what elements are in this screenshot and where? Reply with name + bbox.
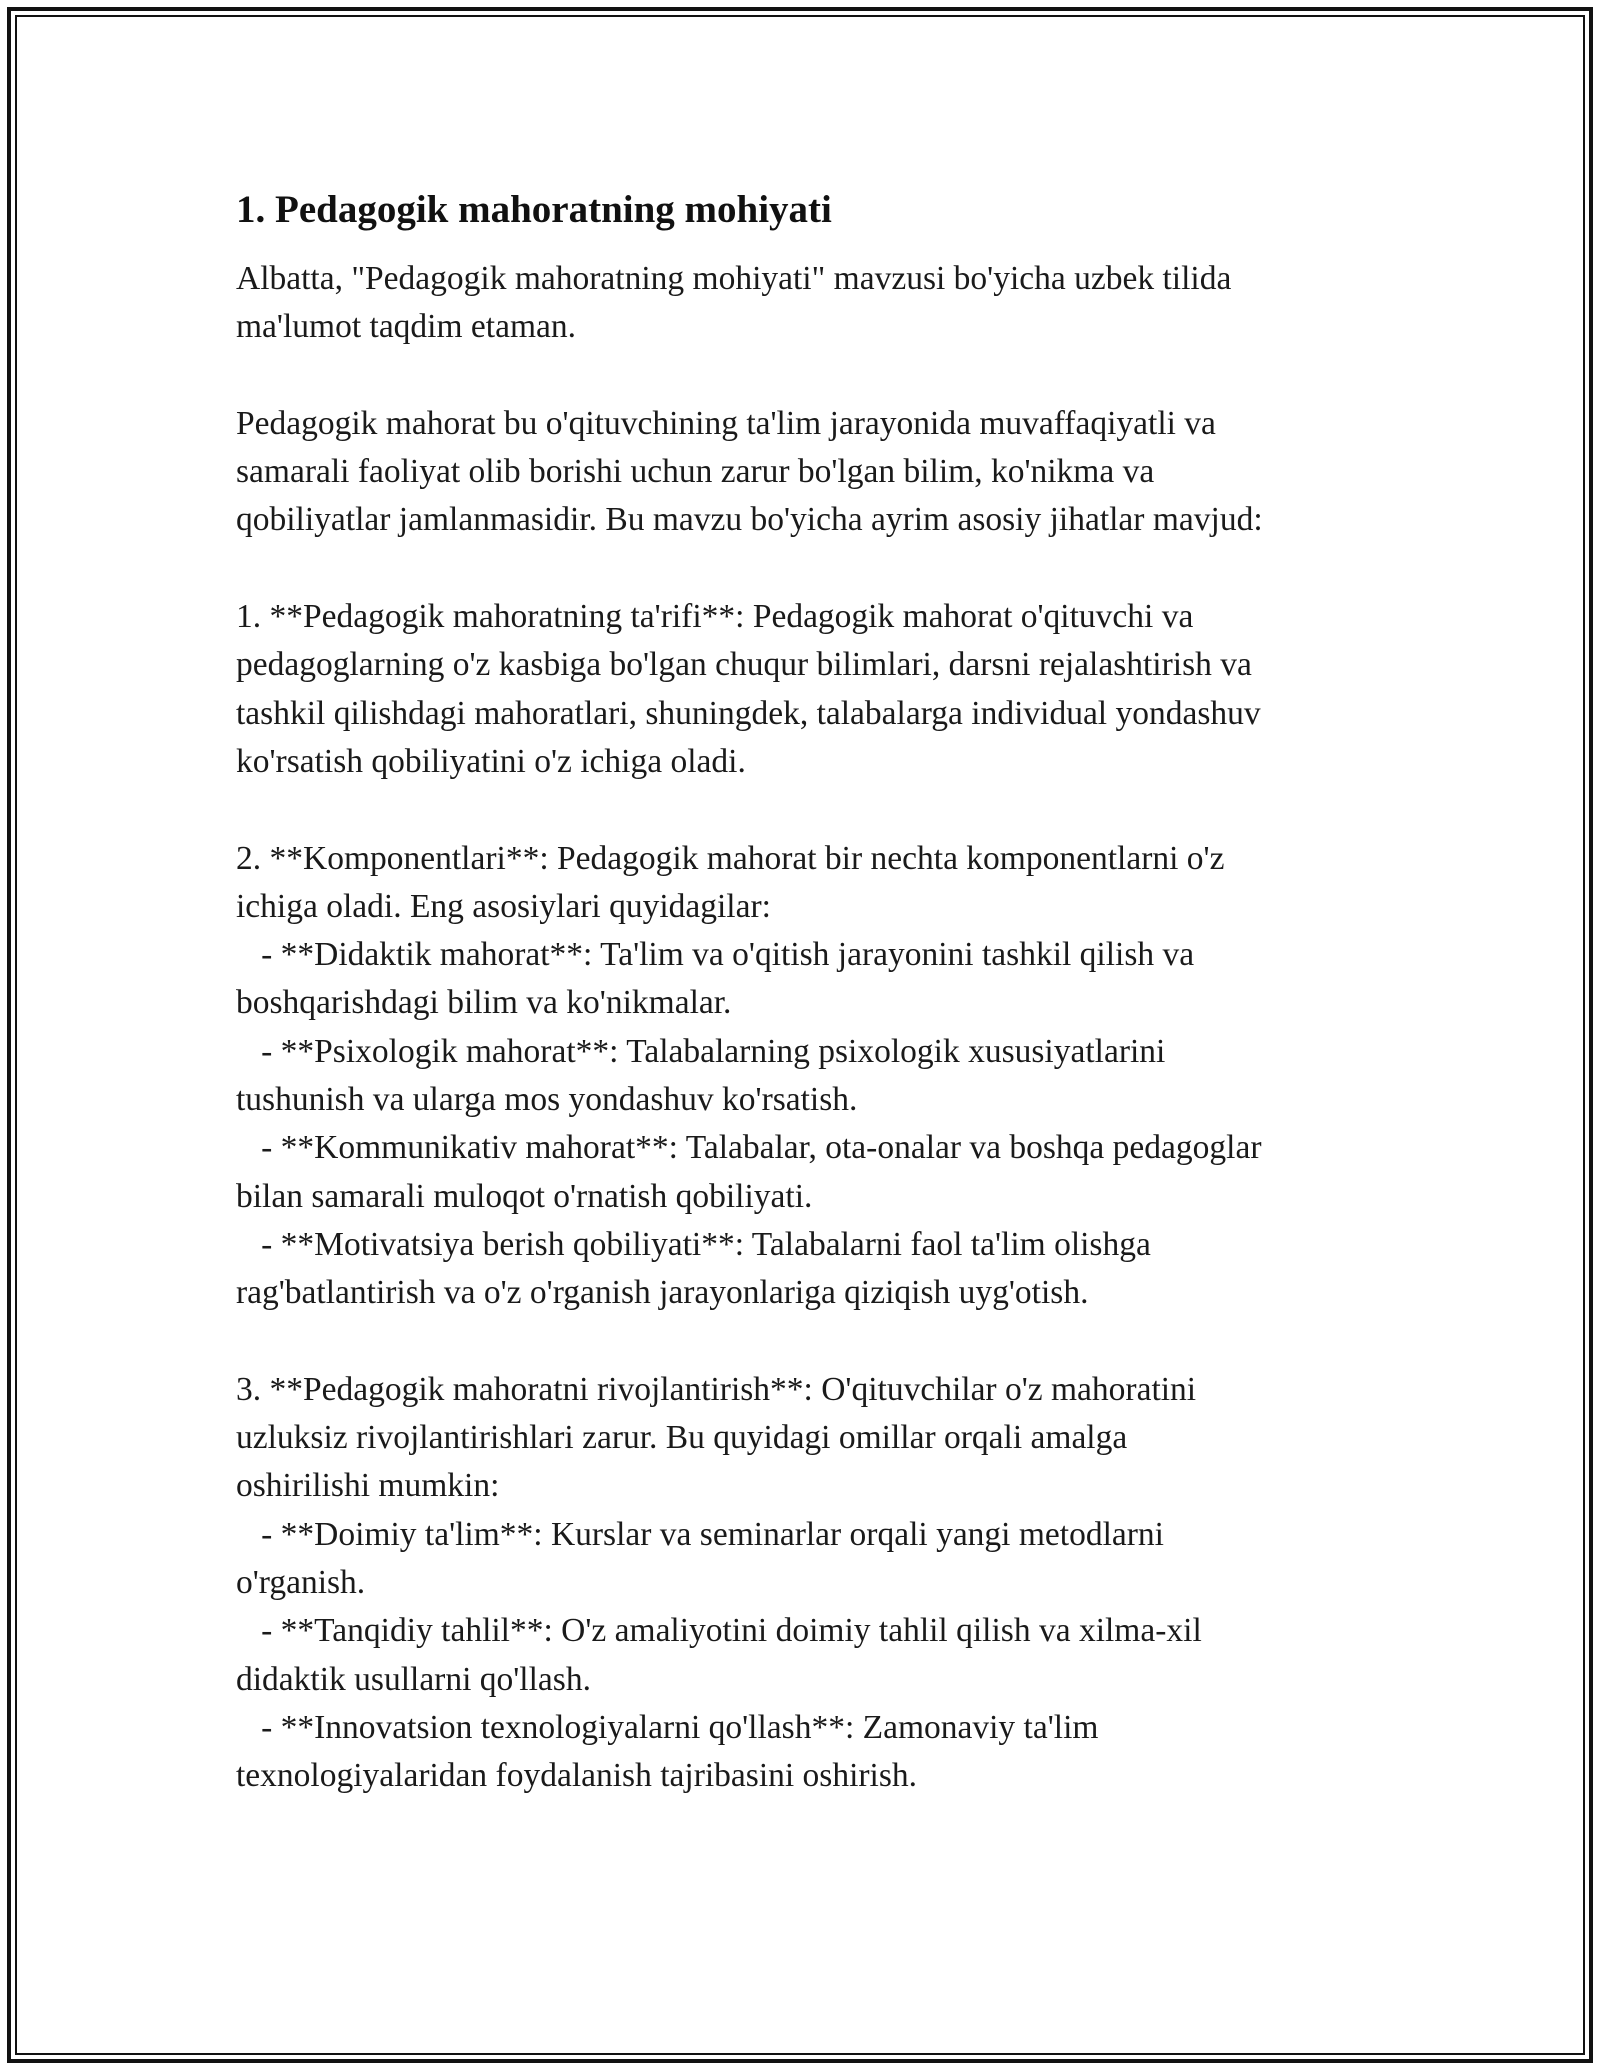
text-line: pedagoglarning o'z kasbiga bo'lgan chuqur bilimlari, darsni rejalashtirish va xyxy=(236,646,1252,684)
text-line: qobiliyatlar jamlanmasidir. Bu mavzu bo'yicha ayrim asosiy jihatlar mavjud: xyxy=(236,501,1263,539)
text-line: - **Kommunikativ mahorat**: Talabalar, ota-onalar va boshqa pedagoglar xyxy=(236,1129,1262,1167)
text-line: - **Innovatsion texnologiyalarni qo'llash**: Zamonaviy ta'lim xyxy=(236,1708,1099,1746)
text-line: - **Tanqidiy tahlil**: O'z amaliyotini doimiy tahlil qilish va xilma-xil xyxy=(236,1612,1202,1650)
paragraph xyxy=(236,835,1376,1318)
text-line: - **Psixologik mahorat**: Talabalarning psixologik xususiyatlarini xyxy=(236,1032,1166,1070)
text-line: uzluksiz rivojlantirishlari zarur. Bu quyidagi omillar orqali amalga xyxy=(236,1419,1128,1457)
paragraph xyxy=(236,400,1376,545)
document-title: 1. Pedagogik mahoratning mohiyati xyxy=(236,188,832,231)
text-line: samarali faoliyat olib borishi uchun zarur bo'lgan bilim, ko'nikma va xyxy=(236,453,1155,491)
text-line: bilan samarali muloqot o'rnatish qobiliyati. xyxy=(236,1177,813,1215)
paragraph-list xyxy=(236,255,1376,1801)
text-line: tushunish va ularga mos yondashuv ko'rsatish. xyxy=(236,1081,858,1119)
text-line: rag'batlantirish va o'z o'rganish jarayonlariga qiziqish uyg'otish. xyxy=(236,1274,1089,1312)
text-line: - **Motivatsiya berish qobiliyati**: Talabalarni faol ta'lim olishga xyxy=(236,1225,1151,1263)
text-line: ichiga oladi. Eng asosiylari quyidagilar: xyxy=(236,887,771,925)
paragraph xyxy=(236,1366,1376,1801)
paragraph xyxy=(236,255,1376,352)
text-line: 1. **Pedagogik mahoratning ta'rifi**: Pedagogik mahorat o'qituvchi va xyxy=(236,598,1194,636)
text-line: ma'lumot taqdim etaman. xyxy=(236,308,577,346)
text-line: texnologiyalaridan foydalanish tajribasini oshirish. xyxy=(236,1757,918,1795)
text-line: Pedagogik mahorat bu o'qituvchining ta'lim jarayonida muvaffaqiyatli va xyxy=(236,404,1216,442)
paragraph xyxy=(236,593,1376,786)
text-line: tashkil qilishdagi mahoratlari, shuningdek, talabalarga individual yondashuv xyxy=(236,694,1261,732)
text-line: oshirilishi mumkin: xyxy=(236,1467,500,1505)
text-line: boshqarishdagi bilim va ko'nikmalar. xyxy=(236,984,732,1022)
text-line: o'rganish. xyxy=(236,1564,366,1602)
document-body xyxy=(236,186,1376,1849)
text-line: - **Doimiy ta'lim**: Kurslar va seminarlar orqali yangi metodlarni xyxy=(236,1515,1164,1553)
text-line: - **Didaktik mahorat**: Ta'lim va o'qitish jarayonini tashkil qilish va xyxy=(236,936,1195,974)
text-line: ko'rsatish qobiliyatini o'z ichiga oladi. xyxy=(236,742,746,780)
text-line: 2. **Komponentlari**: Pedagogik mahorat bir nechta komponentlarni o'z xyxy=(236,839,1225,877)
text-line: Albatta, "Pedagogik mahoratning mohiyati" mavzusi bo'yicha uzbek tilida xyxy=(236,260,1232,297)
text-line: didaktik usullarni qo'llash. xyxy=(236,1660,591,1698)
text-line: 3. **Pedagogik mahoratni rivojlantirish**: O'qituvchilar o'z mahoratini xyxy=(236,1370,1197,1408)
